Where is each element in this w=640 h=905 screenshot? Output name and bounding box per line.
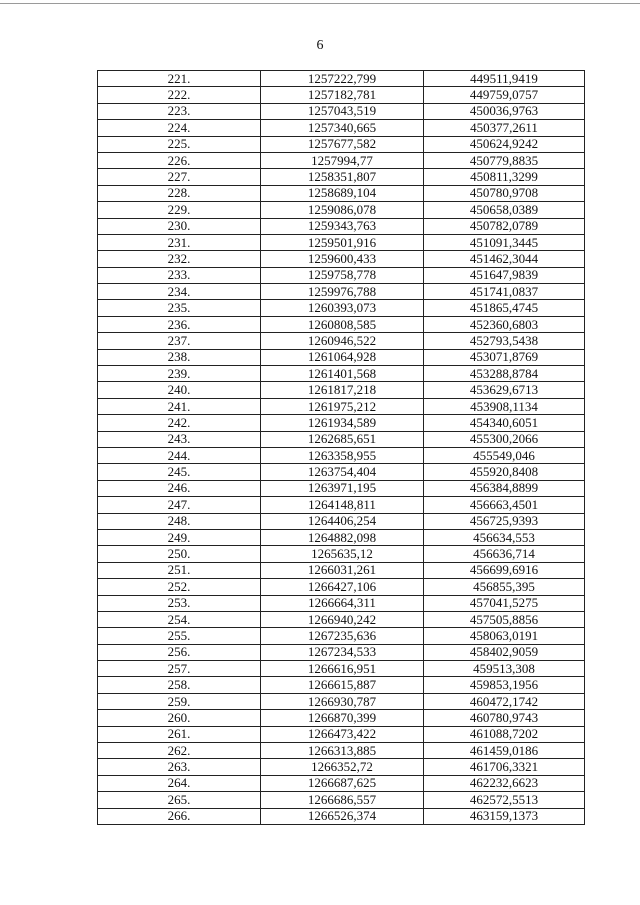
y-coordinate-cell: 453071,8769 — [424, 349, 585, 365]
x-coordinate-cell: 1266615,887 — [261, 677, 424, 693]
x-coordinate-cell: 1262685,651 — [261, 431, 424, 447]
table-row — [98, 398, 585, 414]
table-row — [98, 579, 585, 595]
x-coordinate-cell: 1257340,665 — [261, 120, 424, 136]
x-coordinate-cell: 1261817,218 — [261, 382, 424, 398]
x-coordinate-cell: 1266940,242 — [261, 611, 424, 627]
table-row — [98, 103, 585, 119]
y-coordinate-cell: 449511,9419 — [424, 71, 585, 87]
point-number-cell: 225. — [98, 136, 261, 152]
point-number-cell: 246. — [98, 480, 261, 496]
point-number-cell: 256. — [98, 644, 261, 660]
table-row — [98, 792, 585, 808]
y-coordinate-cell: 450036,9763 — [424, 103, 585, 119]
point-number-cell: 264. — [98, 775, 261, 791]
table-row — [98, 693, 585, 709]
x-coordinate-cell: 1259501,916 — [261, 234, 424, 250]
point-number-cell: 259. — [98, 693, 261, 709]
x-coordinate-cell: 1266473,422 — [261, 726, 424, 742]
x-coordinate-cell: 1257677,582 — [261, 136, 424, 152]
x-coordinate-cell: 1263358,955 — [261, 447, 424, 463]
table-row — [98, 546, 585, 562]
y-coordinate-cell: 456699,6916 — [424, 562, 585, 578]
table-row — [98, 529, 585, 545]
x-coordinate-cell: 1260393,073 — [261, 300, 424, 316]
y-coordinate-cell: 450782,0789 — [424, 218, 585, 234]
point-number-cell: 222. — [98, 87, 261, 103]
point-number-cell: 247. — [98, 497, 261, 513]
point-number-cell: 221. — [98, 71, 261, 87]
table-row — [98, 267, 585, 283]
table-row — [98, 464, 585, 480]
y-coordinate-cell: 451647,9839 — [424, 267, 585, 283]
x-coordinate-cell: 1257222,799 — [261, 71, 424, 87]
table-row — [98, 431, 585, 447]
y-coordinate-cell: 450624,9242 — [424, 136, 585, 152]
x-coordinate-cell: 1257043,519 — [261, 103, 424, 119]
table-row — [98, 595, 585, 611]
y-coordinate-cell: 455549,046 — [424, 447, 585, 463]
y-coordinate-cell: 452793,5438 — [424, 333, 585, 349]
y-coordinate-cell: 458402,9059 — [424, 644, 585, 660]
table-row — [98, 497, 585, 513]
x-coordinate-cell: 1266427,106 — [261, 579, 424, 595]
y-coordinate-cell: 456663,4501 — [424, 497, 585, 513]
point-number-cell: 227. — [98, 169, 261, 185]
point-number-cell: 235. — [98, 300, 261, 316]
point-number-cell: 229. — [98, 202, 261, 218]
table-row — [98, 366, 585, 382]
y-coordinate-cell: 453908,1134 — [424, 398, 585, 414]
x-coordinate-cell: 1266664,311 — [261, 595, 424, 611]
y-coordinate-cell: 450779,8835 — [424, 152, 585, 168]
table-row — [98, 726, 585, 742]
point-number-cell: 232. — [98, 251, 261, 267]
point-number-cell: 243. — [98, 431, 261, 447]
y-coordinate-cell: 459513,308 — [424, 661, 585, 677]
x-coordinate-cell: 1264406,254 — [261, 513, 424, 529]
table-row — [98, 661, 585, 677]
point-number-cell: 263. — [98, 759, 261, 775]
y-coordinate-cell: 450377,2611 — [424, 120, 585, 136]
x-coordinate-cell: 1259086,078 — [261, 202, 424, 218]
point-number-cell: 257. — [98, 661, 261, 677]
x-coordinate-cell: 1267235,636 — [261, 628, 424, 644]
x-coordinate-cell: 1267234,533 — [261, 644, 424, 660]
y-coordinate-cell: 459853,1956 — [424, 677, 585, 693]
point-number-cell: 238. — [98, 349, 261, 365]
point-number-cell: 223. — [98, 103, 261, 119]
table-row — [98, 415, 585, 431]
x-coordinate-cell: 1264148,811 — [261, 497, 424, 513]
y-coordinate-cell: 458063,0191 — [424, 628, 585, 644]
y-coordinate-cell: 456725,9393 — [424, 513, 585, 529]
table-row — [98, 710, 585, 726]
y-coordinate-cell: 453629,6713 — [424, 382, 585, 398]
top-rule — [0, 3, 640, 4]
point-number-cell: 236. — [98, 316, 261, 332]
point-number-cell: 255. — [98, 628, 261, 644]
y-coordinate-cell: 456855,395 — [424, 579, 585, 595]
y-coordinate-cell: 462232,6623 — [424, 775, 585, 791]
point-number-cell: 253. — [98, 595, 261, 611]
y-coordinate-cell: 461459,0186 — [424, 743, 585, 759]
y-coordinate-cell: 455300,2066 — [424, 431, 585, 447]
table-row — [98, 644, 585, 660]
x-coordinate-cell: 1266031,261 — [261, 562, 424, 578]
table-row — [98, 218, 585, 234]
point-number-cell: 239. — [98, 366, 261, 382]
table-row — [98, 382, 585, 398]
x-coordinate-cell: 1266526,374 — [261, 808, 424, 824]
y-coordinate-cell: 455920,8408 — [424, 464, 585, 480]
x-coordinate-cell: 1266687,625 — [261, 775, 424, 791]
x-coordinate-cell: 1259600,433 — [261, 251, 424, 267]
x-coordinate-cell: 1263754,404 — [261, 464, 424, 480]
y-coordinate-cell: 460472,1742 — [424, 693, 585, 709]
x-coordinate-cell: 1266686,557 — [261, 792, 424, 808]
y-coordinate-cell: 454340,6051 — [424, 415, 585, 431]
x-coordinate-cell: 1266870,399 — [261, 710, 424, 726]
point-number-cell: 245. — [98, 464, 261, 480]
table-row — [98, 251, 585, 267]
table-row — [98, 71, 585, 87]
x-coordinate-cell: 1259758,778 — [261, 267, 424, 283]
table-row — [98, 808, 585, 824]
table-row — [98, 349, 585, 365]
x-coordinate-cell: 1265635,12 — [261, 546, 424, 562]
x-coordinate-cell: 1261934,589 — [261, 415, 424, 431]
point-number-cell: 266. — [98, 808, 261, 824]
point-number-cell: 252. — [98, 579, 261, 595]
y-coordinate-cell: 456384,8899 — [424, 480, 585, 496]
x-coordinate-cell: 1257994,77 — [261, 152, 424, 168]
table-row — [98, 628, 585, 644]
point-number-cell: 230. — [98, 218, 261, 234]
x-coordinate-cell: 1260946,522 — [261, 333, 424, 349]
table-row — [98, 136, 585, 152]
table-row — [98, 87, 585, 103]
x-coordinate-cell: 1266313,885 — [261, 743, 424, 759]
point-number-cell: 244. — [98, 447, 261, 463]
coordinates-table — [97, 70, 585, 825]
table-row — [98, 120, 585, 136]
y-coordinate-cell: 457041,5275 — [424, 595, 585, 611]
point-number-cell: 248. — [98, 513, 261, 529]
point-number-cell: 231. — [98, 234, 261, 250]
point-number-cell: 233. — [98, 267, 261, 283]
y-coordinate-cell: 461706,3321 — [424, 759, 585, 775]
table-row — [98, 447, 585, 463]
point-number-cell: 251. — [98, 562, 261, 578]
point-number-cell: 226. — [98, 152, 261, 168]
coordinates-table-body — [98, 71, 585, 825]
x-coordinate-cell: 1258351,807 — [261, 169, 424, 185]
y-coordinate-cell: 449759,0757 — [424, 87, 585, 103]
y-coordinate-cell: 461088,7202 — [424, 726, 585, 742]
table-row — [98, 759, 585, 775]
table-row — [98, 152, 585, 168]
point-number-cell: 250. — [98, 546, 261, 562]
point-number-cell: 242. — [98, 415, 261, 431]
page-number: 6 — [316, 38, 324, 53]
table-row — [98, 743, 585, 759]
x-coordinate-cell: 1257182,781 — [261, 87, 424, 103]
x-coordinate-cell: 1259343,763 — [261, 218, 424, 234]
y-coordinate-cell: 450780,9708 — [424, 185, 585, 201]
y-coordinate-cell: 457505,8856 — [424, 611, 585, 627]
table-row — [98, 333, 585, 349]
point-number-cell: 241. — [98, 398, 261, 414]
table-row — [98, 611, 585, 627]
table-row — [98, 562, 585, 578]
x-coordinate-cell: 1261975,212 — [261, 398, 424, 414]
x-coordinate-cell: 1263971,195 — [261, 480, 424, 496]
point-number-cell: 261. — [98, 726, 261, 742]
y-coordinate-cell: 460780,9743 — [424, 710, 585, 726]
x-coordinate-cell: 1258689,104 — [261, 185, 424, 201]
y-coordinate-cell: 451741,0837 — [424, 284, 585, 300]
point-number-cell: 228. — [98, 185, 261, 201]
x-coordinate-cell: 1266930,787 — [261, 693, 424, 709]
point-number-cell: 258. — [98, 677, 261, 693]
table-row — [98, 284, 585, 300]
y-coordinate-cell: 462572,5513 — [424, 792, 585, 808]
point-number-cell: 249. — [98, 529, 261, 545]
point-number-cell: 234. — [98, 284, 261, 300]
point-number-cell: 237. — [98, 333, 261, 349]
y-coordinate-cell: 450658,0389 — [424, 202, 585, 218]
table-row — [98, 300, 585, 316]
table-row — [98, 169, 585, 185]
table-row — [98, 316, 585, 332]
y-coordinate-cell: 450811,3299 — [424, 169, 585, 185]
y-coordinate-cell: 451865,4745 — [424, 300, 585, 316]
table-row — [98, 775, 585, 791]
x-coordinate-cell: 1260808,585 — [261, 316, 424, 332]
point-number-cell: 262. — [98, 743, 261, 759]
table-row — [98, 677, 585, 693]
x-coordinate-cell: 1266352,72 — [261, 759, 424, 775]
point-number-cell: 240. — [98, 382, 261, 398]
point-number-cell: 224. — [98, 120, 261, 136]
point-number-cell: 265. — [98, 792, 261, 808]
x-coordinate-cell: 1261401,568 — [261, 366, 424, 382]
y-coordinate-cell: 453288,8784 — [424, 366, 585, 382]
table-row — [98, 202, 585, 218]
table-row — [98, 480, 585, 496]
x-coordinate-cell: 1259976,788 — [261, 284, 424, 300]
y-coordinate-cell: 452360,6803 — [424, 316, 585, 332]
point-number-cell: 254. — [98, 611, 261, 627]
x-coordinate-cell: 1266616,951 — [261, 661, 424, 677]
y-coordinate-cell: 451091,3445 — [424, 234, 585, 250]
y-coordinate-cell: 456634,553 — [424, 529, 585, 545]
point-number-cell: 260. — [98, 710, 261, 726]
y-coordinate-cell: 456636,714 — [424, 546, 585, 562]
table-row — [98, 234, 585, 250]
table-row — [98, 185, 585, 201]
y-coordinate-cell: 451462,3044 — [424, 251, 585, 267]
table-row — [98, 513, 585, 529]
x-coordinate-cell: 1264882,098 — [261, 529, 424, 545]
x-coordinate-cell: 1261064,928 — [261, 349, 424, 365]
y-coordinate-cell: 463159,1373 — [424, 808, 585, 824]
